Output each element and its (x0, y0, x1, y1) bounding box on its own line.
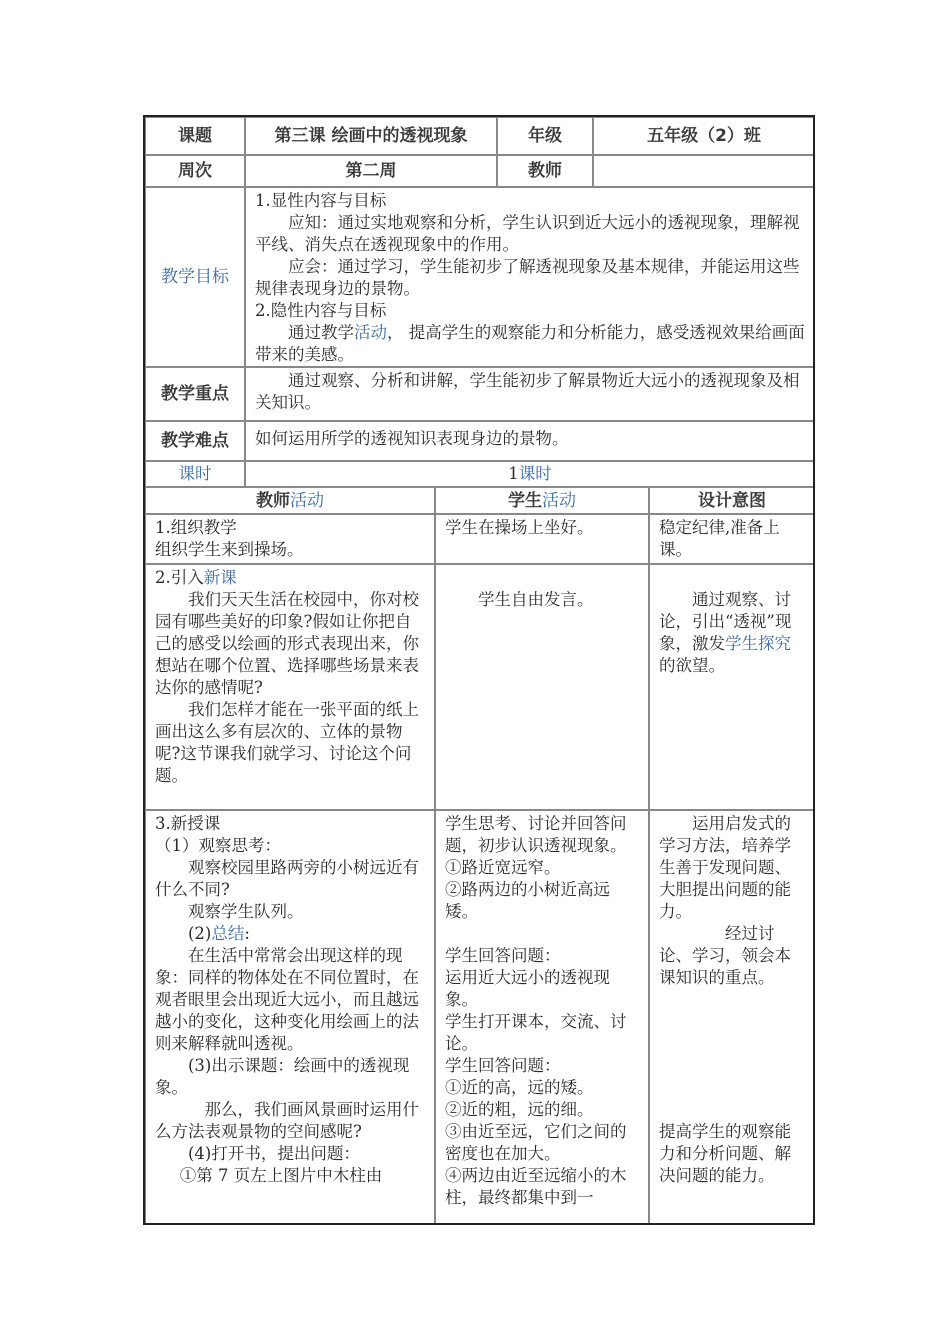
difficulties-content (245, 421, 815, 461)
row3-t9: (4)打开书，提出问题： (188, 1144, 360, 1163)
row3-t3: 观察校园里路两旁的小树远近有什么不同? (155, 858, 419, 899)
row2-intent-b: 的欲望。 (659, 656, 725, 675)
row3-s7: 学生回答问题： (445, 1056, 561, 1075)
grade-label: 年级 (497, 117, 593, 155)
row3-teacher (145, 810, 435, 1225)
row3-s8: ①近的高，远的矮。 (445, 1078, 594, 1097)
row3-t7: (3)出示课题：绘画中的透视现象。 (155, 1056, 410, 1097)
row3-i1: 运用启发式的学习方法，培养学生善于发现问题、大胆提出问题的能力。 (659, 814, 791, 921)
row2-teacher-p2: 我们怎样才能在一张平面的纸上画出这么多有层次的、立体的景物呢?这节课我们就学习、讨论这个问题。 (155, 700, 419, 785)
row3-s5: 运用近大远小的透视现象。 (445, 968, 610, 1009)
row2-intent-text (659, 589, 806, 677)
row3-i3: 提高学生的观察能力和分析问题、解决问题的能力。 (659, 1122, 791, 1185)
row3-t10: ①第 7 页左上图片中木柱由 (179, 1166, 383, 1185)
col-student-text: 学生 (508, 490, 542, 511)
row3-s3: ②路两边的小树近高远矮。 (445, 880, 610, 921)
row2-teacher-p1: 我们天天生活在校园中，你对校园有哪些美好的印象?假如让你把自己的感受以绘画的形式表现出来，你想站在哪个位置、选择哪些场景来表达你的感情呢? (155, 590, 419, 697)
col-student-activity (435, 487, 649, 514)
row3-t2: （1）观察思考： (155, 836, 281, 855)
row1-intent-text: 稳定纪律,准备上课。 (659, 518, 780, 559)
objectives-activity-link[interactable]: 活动 (354, 323, 387, 342)
row3-intent (649, 810, 815, 1225)
difficulties-text: 如何运用所学的透视知识表现身边的景物。 (255, 429, 569, 448)
row3-t5-a: (2) (188, 924, 212, 943)
row2-intent-link[interactable]: 学生探究 (725, 634, 791, 653)
grade-value: 五年级（2）班 (593, 117, 815, 155)
col-teacher-activity (145, 487, 435, 514)
objectives-line5-a: 通过教学 (288, 323, 354, 342)
objectives-line5-b: ， 提高学生的观察能力和分析能力，感受透视效果给画面带来的美感。 (255, 323, 805, 364)
row2-title-a: 2.引入 (155, 568, 204, 587)
lesson-time-unit-link[interactable]: 课时 (518, 464, 552, 483)
row3-t1: 3.新授课 (155, 814, 221, 833)
objectives-line4: 2.隐性内容与目标 (255, 301, 387, 320)
teacher-value (593, 155, 815, 187)
row1-student (435, 514, 649, 564)
row3-s2: ①路近宽远窄。 (445, 858, 561, 877)
objectives-label-text: 教学目标 (161, 267, 229, 287)
row2-student-text: 学生自由发言。 (478, 590, 594, 609)
key-points-text: 通过观察、分析和讲解，学生能初步了解景物近大远小的透视现象及相关知识。 (255, 371, 800, 412)
row1-intent (649, 514, 815, 564)
lesson-time-number: 1 (508, 464, 519, 483)
week-value: 第二周 (245, 155, 497, 187)
row2-intent-a: 通过观察、讨论，引出“透视”现象，激发 (659, 590, 792, 653)
row1-teacher-l1: 1.组织教学 (155, 518, 237, 537)
objectives-line1: 1.显性内容与目标 (255, 191, 387, 210)
row1-teacher (145, 514, 435, 564)
row1-student-text: 学生在操场上坐好。 (445, 518, 594, 537)
objectives-content (245, 187, 815, 367)
col-design-intent: 设计意图 (649, 487, 815, 514)
objectives-label (145, 187, 245, 367)
key-points-label: 教学重点 (145, 367, 245, 421)
row2-teacher (145, 564, 435, 810)
row1-teacher-l2: 组织学生来到操场。 (155, 540, 304, 559)
row2-student (435, 564, 649, 810)
row3-s6: 学生打开课本，交流、讨论。 (445, 1012, 627, 1053)
difficulties-label: 教学难点 (145, 421, 245, 461)
col-teacher-link[interactable]: 活动 (290, 490, 324, 511)
row2-new-lesson-link[interactable]: 新课 (203, 568, 237, 587)
row3-t4: 观察学生队列。 (188, 902, 304, 921)
row3-student (435, 810, 649, 1225)
row3-t6: 在生活中常常会出现这样的现象：同样的物体处在不同位置时，在观者眼里会出现近大远小，而且越远越小的变化，这种变化用绘画上的法则来解释就叫透视。 (155, 946, 419, 1053)
row2-teacher-title (155, 567, 426, 589)
row3-t5-b: : (244, 924, 250, 943)
lesson-plan-table (143, 115, 815, 1225)
lesson-time-value (245, 461, 815, 487)
week-label: 周次 (145, 155, 245, 187)
objectives-line2: 应知：通过实地观察和分析，学生认识到近大远小的透视现象，理解视平线、消失点在透视现象中的作用。 (255, 213, 800, 254)
row3-i2: 经过讨论、学习，领会本课知识的重点。 (659, 924, 791, 987)
col-student-link[interactable]: 活动 (542, 490, 576, 511)
row3-t8: 那么，我们画风景画时运用什么方法表观景物的空间感呢? (155, 1100, 419, 1141)
row3-s4: 学生回答问题： (445, 946, 561, 965)
subject-value: 第三课 绘画中的透视现象 (245, 117, 497, 155)
row3-t5 (155, 923, 426, 945)
lesson-time-label-text: 课时 (178, 464, 212, 483)
subject-label: 课题 (145, 117, 245, 155)
key-points-content (245, 367, 815, 421)
row3-s1: 学生思考、讨论并回答问题，初步认识透视现象。 (445, 814, 627, 855)
lesson-time-label (145, 461, 245, 487)
row3-s10: ③由近至远，它们之间的密度也在加大。 (445, 1122, 627, 1163)
col-teacher-text: 教师 (256, 490, 290, 511)
row3-s9: ②近的粗，远的细。 (445, 1100, 594, 1119)
objectives-line3: 应会：通过学习，学生能初步了解透视现象及基本规律，并能运用这些规律表现身边的景物。 (255, 257, 800, 298)
row3-s11: ④两边由近至远缩小的木柱，最终都集中到一 (445, 1166, 627, 1207)
teacher-label: 教师 (497, 155, 593, 187)
row2-intent (649, 564, 815, 810)
row3-summary-link[interactable]: 总结 (211, 924, 245, 943)
objectives-line5 (255, 322, 806, 366)
